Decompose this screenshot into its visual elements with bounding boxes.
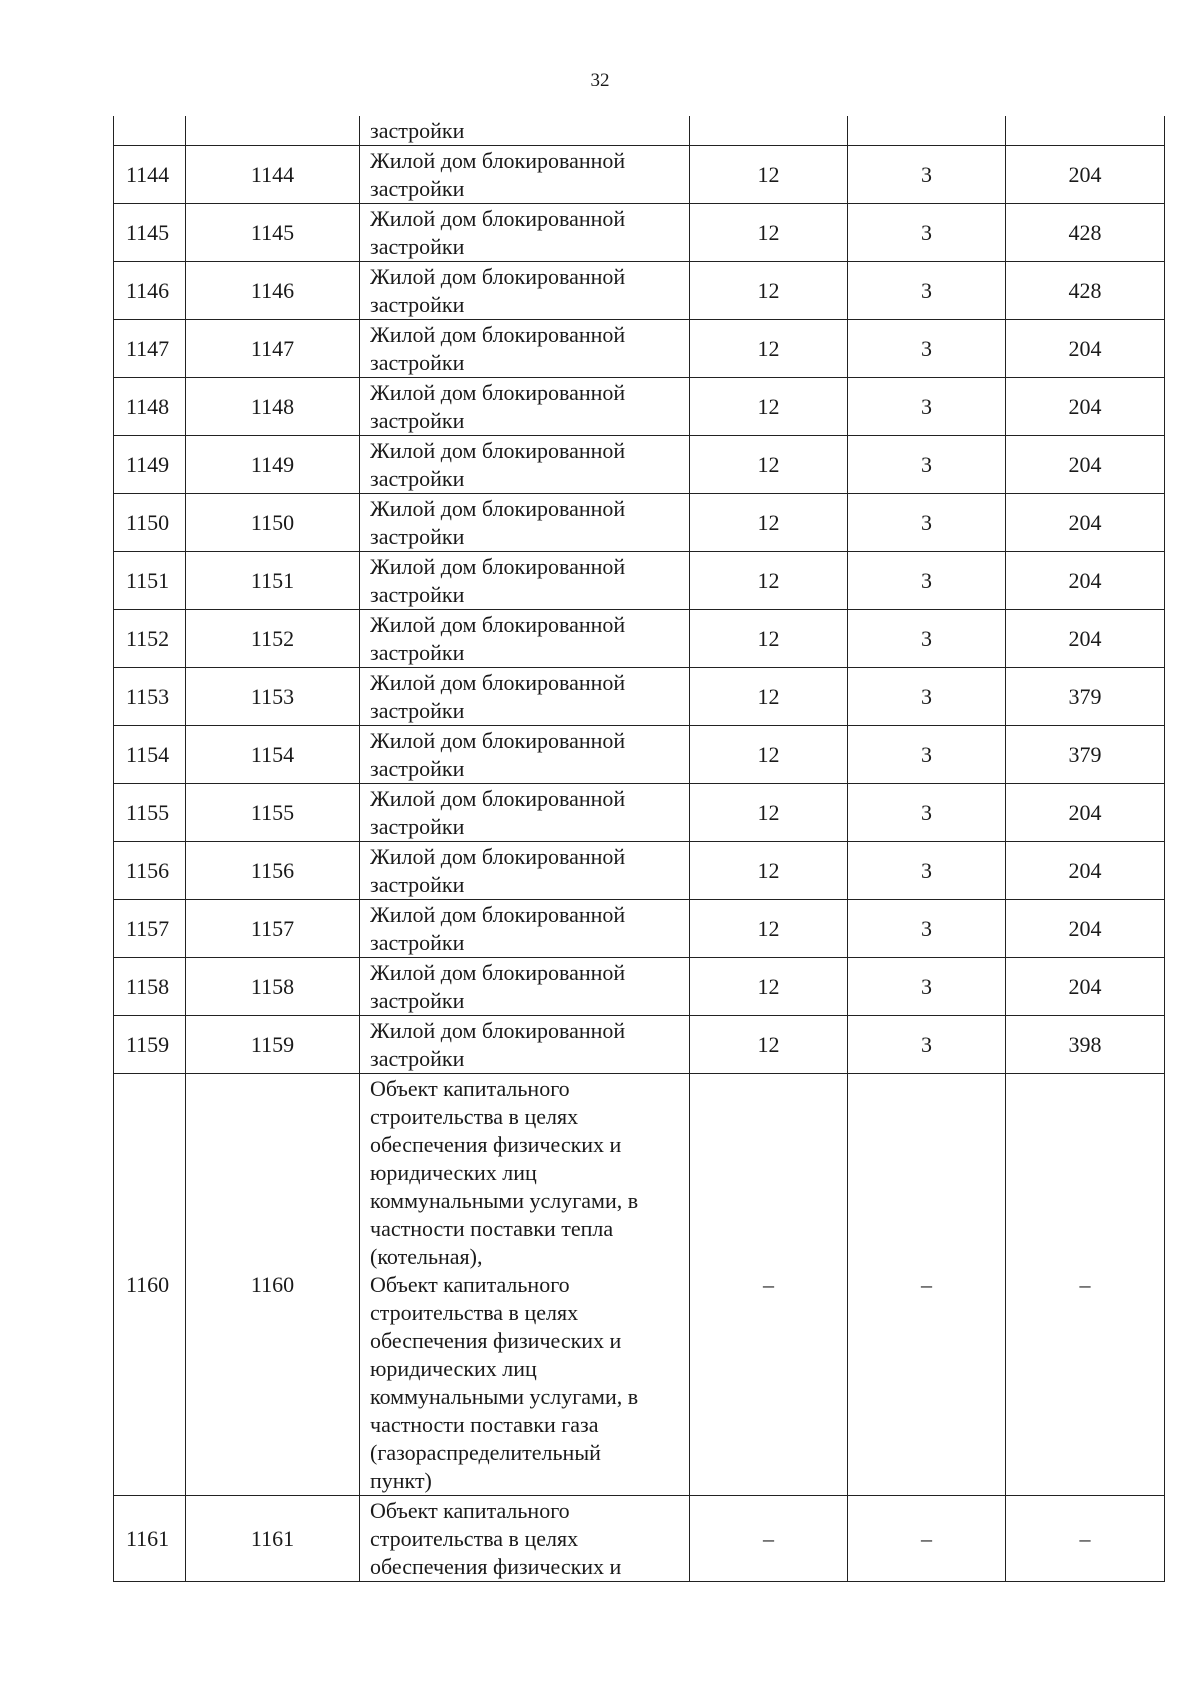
cell-col5: 3 — [848, 552, 1006, 610]
cell-col4: 12 — [690, 552, 848, 610]
table-row-1161 — [114, 1496, 1165, 1582]
cell-col4: 12 — [690, 784, 848, 842]
table-row — [114, 378, 1165, 436]
table-row — [114, 436, 1165, 494]
cell-col5: 3 — [848, 900, 1006, 958]
cell-col5: 3 — [848, 146, 1006, 204]
cell-col5: 3 — [848, 958, 1006, 1016]
cell-col1: 1156 — [114, 842, 186, 900]
cell-col5: 3 — [848, 378, 1006, 436]
cell-col2: 1160 — [186, 1074, 360, 1496]
cell-col2: 1148 — [186, 378, 360, 436]
cell-col4: 12 — [690, 726, 848, 784]
cell-col4: 12 — [690, 204, 848, 262]
cell-col6: 204 — [1006, 378, 1165, 436]
cell-col1: 1153 — [114, 668, 186, 726]
cell-col6: 379 — [1006, 726, 1165, 784]
cell-col1: 1147 — [114, 320, 186, 378]
table-row — [114, 726, 1165, 784]
cell-col5: 3 — [848, 784, 1006, 842]
cell-col6: 204 — [1006, 610, 1165, 668]
cell-description: Жилой дом блокированной застройки — [360, 842, 690, 900]
cell-col2: 1154 — [186, 726, 360, 784]
cell-col2: 1157 — [186, 900, 360, 958]
cell-col4: 12 — [690, 262, 848, 320]
cell-col6: 428 — [1006, 262, 1165, 320]
cell-col5: 3 — [848, 494, 1006, 552]
cell-col2: 1155 — [186, 784, 360, 842]
cell-col5: – — [848, 1074, 1006, 1496]
cell-col5: 3 — [848, 668, 1006, 726]
cell-description: Жилой дом блокированной застройки — [360, 494, 690, 552]
cell-col1: 1161 — [114, 1496, 186, 1582]
table-row — [114, 494, 1165, 552]
cell-description: Жилой дом блокированной застройки — [360, 958, 690, 1016]
cell-col4 — [690, 116, 848, 146]
cell-description: Жилой дом блокированной застройки — [360, 204, 690, 262]
continuation-row — [114, 116, 1165, 146]
cell-col1 — [114, 116, 186, 146]
cell-col6: 204 — [1006, 900, 1165, 958]
table-row — [114, 146, 1165, 204]
cell-col4: 12 — [690, 610, 848, 668]
cell-col1: 1157 — [114, 900, 186, 958]
cell-col5: 3 — [848, 436, 1006, 494]
cell-description: Жилой дом блокированной застройки — [360, 436, 690, 494]
cell-col6: 398 — [1006, 1016, 1165, 1074]
cell-col6 — [1006, 116, 1165, 146]
cell-col5: 3 — [848, 726, 1006, 784]
cell-col5: 3 — [848, 204, 1006, 262]
cell-col2: 1156 — [186, 842, 360, 900]
cell-col1: 1145 — [114, 204, 186, 262]
cell-col6: 204 — [1006, 784, 1165, 842]
cell-col6: 204 — [1006, 320, 1165, 378]
cell-col4: 12 — [690, 842, 848, 900]
cell-description: Жилой дом блокированной застройки — [360, 146, 690, 204]
table-row — [114, 668, 1165, 726]
cell-col4: – — [690, 1496, 848, 1582]
cell-col1: 1149 — [114, 436, 186, 494]
cell-col2: 1158 — [186, 958, 360, 1016]
cell-col6: 379 — [1006, 668, 1165, 726]
cell-col2: 1152 — [186, 610, 360, 668]
cell-col4: 12 — [690, 320, 848, 378]
table-row — [114, 204, 1165, 262]
cell-col1: 1155 — [114, 784, 186, 842]
cell-description: Объект капитального строительства в целях обеспечения физических и юридических лиц коммунальными услугами, в частности поставки тепла (котельная), Объект капитального строительства в целях обеспечения физических и юридических лиц коммунальными услугами, в частности поставки газа (газораспределительный пункт) — [360, 1074, 690, 1496]
table-row — [114, 842, 1165, 900]
cell-col6: 204 — [1006, 494, 1165, 552]
cell-col4: 12 — [690, 378, 848, 436]
cell-col2: 1147 — [186, 320, 360, 378]
cell-col5: – — [848, 1496, 1006, 1582]
cell-col2 — [186, 116, 360, 146]
table-row — [114, 784, 1165, 842]
cell-col4: 12 — [690, 146, 848, 204]
table-row — [114, 320, 1165, 378]
cell-description: Жилой дом блокированной застройки — [360, 900, 690, 958]
cell-col1: 1148 — [114, 378, 186, 436]
cell-col1: 1151 — [114, 552, 186, 610]
cell-col2: 1145 — [186, 204, 360, 262]
cell-col1: 1144 — [114, 146, 186, 204]
table-row-1160 — [114, 1074, 1165, 1496]
cell-col4: 12 — [690, 900, 848, 958]
cell-col4: 12 — [690, 668, 848, 726]
table-row — [114, 900, 1165, 958]
cell-col2: 1161 — [186, 1496, 360, 1582]
cell-col4: 12 — [690, 436, 848, 494]
cell-col6: 204 — [1006, 436, 1165, 494]
cell-description: Жилой дом блокированной застройки — [360, 784, 690, 842]
cell-col6: 428 — [1006, 204, 1165, 262]
cell-col6: 204 — [1006, 958, 1165, 1016]
table-row — [114, 1016, 1165, 1074]
cell-description: Жилой дом блокированной застройки — [360, 552, 690, 610]
cell-col5: 3 — [848, 262, 1006, 320]
register-table — [113, 116, 1165, 1582]
cell-col4: 12 — [690, 958, 848, 1016]
cell-col2: 1153 — [186, 668, 360, 726]
cell-col1: 1160 — [114, 1074, 186, 1496]
cell-description: Жилой дом блокированной застройки — [360, 1016, 690, 1074]
cell-col5: 3 — [848, 1016, 1006, 1074]
cell-description: Жилой дом блокированной застройки — [360, 262, 690, 320]
cell-col5: 3 — [848, 320, 1006, 378]
cell-col1: 1152 — [114, 610, 186, 668]
cell-col5: 3 — [848, 610, 1006, 668]
cell-col2: 1150 — [186, 494, 360, 552]
cell-col5: 3 — [848, 842, 1006, 900]
cell-col4: – — [690, 1074, 848, 1496]
cell-col2: 1159 — [186, 1016, 360, 1074]
cell-col4: 12 — [690, 1016, 848, 1074]
table-row — [114, 958, 1165, 1016]
cell-col2: 1149 — [186, 436, 360, 494]
cell-description: Жилой дом блокированной застройки — [360, 726, 690, 784]
table-row — [114, 610, 1165, 668]
cell-description: Объект капитального строительства в целях обеспечения физических и — [360, 1496, 690, 1582]
cell-col1: 1158 — [114, 958, 186, 1016]
cell-col6: 204 — [1006, 552, 1165, 610]
cell-description: Жилой дом блокированной застройки — [360, 668, 690, 726]
cell-description: Жилой дом блокированной застройки — [360, 378, 690, 436]
register-table-body — [114, 116, 1165, 1582]
cell-col1: 1146 — [114, 262, 186, 320]
cell-col1: 1159 — [114, 1016, 186, 1074]
cell-description: застройки — [360, 116, 690, 146]
cell-col6: 204 — [1006, 842, 1165, 900]
table-row — [114, 262, 1165, 320]
cell-col2: 1151 — [186, 552, 360, 610]
table-row — [114, 552, 1165, 610]
page-number: 32 — [590, 70, 610, 91]
cell-col6: – — [1006, 1496, 1165, 1582]
cell-description: Жилой дом блокированной застройки — [360, 320, 690, 378]
cell-col1: 1150 — [114, 494, 186, 552]
cell-col6: – — [1006, 1074, 1165, 1496]
cell-col4: 12 — [690, 494, 848, 552]
cell-col1: 1154 — [114, 726, 186, 784]
cell-description: Жилой дом блокированной застройки — [360, 610, 690, 668]
cell-col6: 204 — [1006, 146, 1165, 204]
cell-col2: 1144 — [186, 146, 360, 204]
cell-col2: 1146 — [186, 262, 360, 320]
cell-col5 — [848, 116, 1006, 146]
